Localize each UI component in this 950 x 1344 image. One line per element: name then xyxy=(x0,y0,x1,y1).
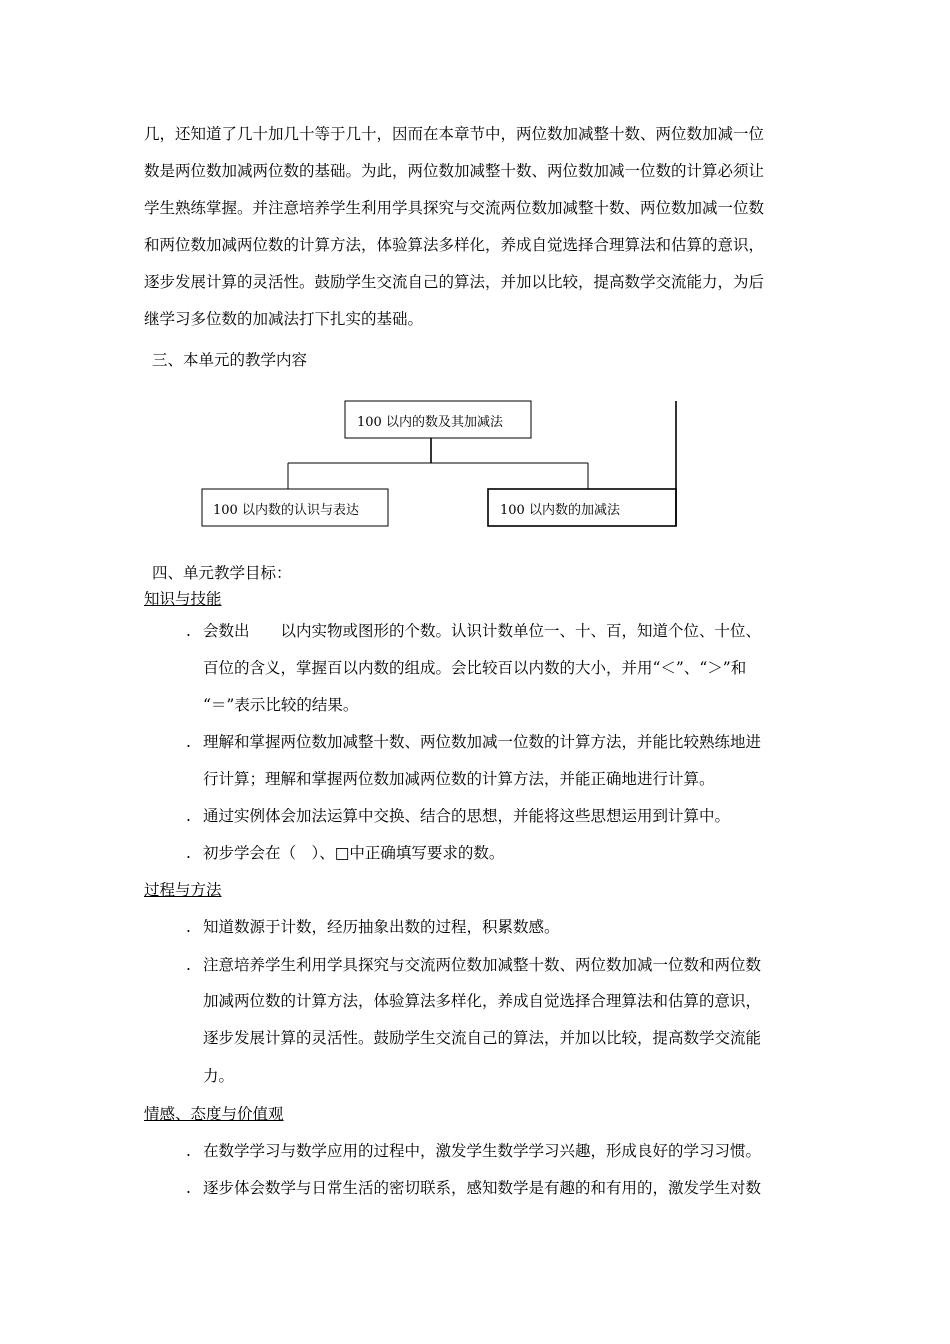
bullet-mark: . xyxy=(186,918,191,936)
bullet-mark: . xyxy=(186,1142,191,1160)
intro-line-3: 学生熟练掌握。并注意培养学生利用学具探究与交流两位数加减整十数、两位数加减一位数 xyxy=(144,199,765,217)
list-item-continuation: 力。 xyxy=(203,1067,235,1085)
intro-line-6: 继学习多位数的加减法打下扎实的基础。 xyxy=(144,310,424,328)
list-item-text: 注意培养学生利用学具探究与交流两位数加减整十数、两位数加减一位数和两位数 xyxy=(203,956,762,974)
subheading-process: 过程与方法 xyxy=(144,881,222,899)
list-item-continuation: 加减两位数的计算方法，体验算法多样化，养成自觉选择合理算法和估算的意识， xyxy=(203,992,762,1010)
diagram-left-label: 100 以内数的认识与表达 xyxy=(213,503,359,518)
list-item-text: 会数出 以内实物或图形的个数。认识计数单位一、十、百，知道个位、十位、 xyxy=(203,622,762,640)
section4-heading: 四、单元教学目标： xyxy=(152,564,292,582)
subheading-attitude: 情感、态度与价值观 xyxy=(144,1105,284,1123)
intro-line-1: 几，还知道了几十加几十等于几十，因而在本章节中，两位数加减整十数、两位数加减一位 xyxy=(144,125,765,143)
diagram-root-label: 100 以内的数及其加减法 xyxy=(357,415,503,430)
list-item-continuation: 百位的含义，掌握百以内数的组成。会比较百以内数的大小，并用“＜”、“＞”和 xyxy=(203,659,747,677)
diagram-right-label: 100 以内数的加减法 xyxy=(500,503,620,518)
bullet-mark: . xyxy=(186,1179,191,1197)
intro-line-4: 和两位数加减两位数的计算方法，体验算法多样化，养成自觉选择合理算法和估算的意识， xyxy=(144,236,765,254)
list-item-continuation: “＝”表示比较的结果。 xyxy=(203,696,359,714)
bullet-mark: . xyxy=(186,807,191,825)
list-item-text: 理解和掌握两位数加减整十数、两位数加减一位数的计算方法，并能比较熟练地进 xyxy=(203,733,762,751)
section3-heading: 三、本单元的教学内容 xyxy=(152,351,308,369)
list-item-continuation: 行计算；理解和掌握两位数加减两位数的计算方法，并能正确地进行计算。 xyxy=(203,770,715,788)
intro-line-2: 数是两位数加减两位数的基础。为此，两位数加减整十数、两位数加减一位数的计算必须让 xyxy=(144,162,765,180)
subheading-knowledge: 知识与技能 xyxy=(144,590,222,608)
list-item-text: 初步学会在（ ）、□中正确填写要求的数。 xyxy=(203,844,505,862)
bullet-mark: . xyxy=(186,622,191,640)
bullet-mark: . xyxy=(186,733,191,751)
list-item-text: 在数学学习与数学应用的过程中，激发学生数学学习兴趣，形成良好的学习习惯。 xyxy=(203,1142,762,1160)
list-item-text: 通过实例体会加法运算中交换、结合的思想，并能将这些思想运用到计算中。 xyxy=(203,807,731,825)
bullet-mark: . xyxy=(186,844,191,862)
list-item-text: 逐步体会数学与日常生活的密切联系，感知数学是有趣的和有用的，激发学生对数 xyxy=(203,1179,762,1197)
bullet-mark: . xyxy=(186,956,191,974)
list-item-text: 知道数源于计数，经历抽象出数的过程，积累数感。 xyxy=(203,918,560,936)
intro-line-5: 逐步发展计算的灵活性。鼓励学生交流自己的算法，并加以比较，提高数学交流能力，为后 xyxy=(144,273,765,291)
list-item-continuation: 逐步发展计算的灵活性。鼓励学生交流自己的算法，并加以比较，提高数学交流能 xyxy=(203,1029,762,1047)
